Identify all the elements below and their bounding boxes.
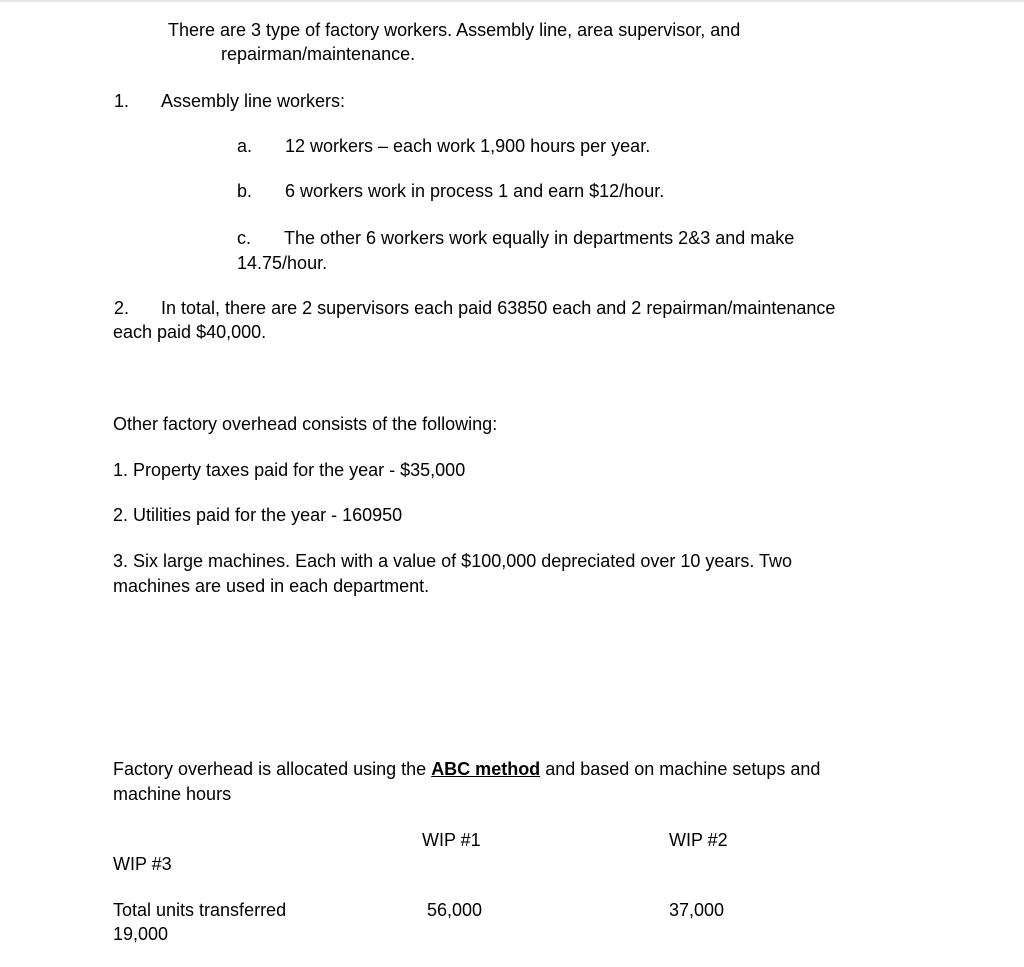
row-label-total-units: Total units transferred bbox=[113, 900, 287, 920]
subitem-b-text: 6 workers work in process 1 and earn $12/hour. bbox=[285, 181, 665, 201]
allocation-post: and based on machine setups and bbox=[540, 759, 821, 779]
allocation-line-2: machine hours bbox=[113, 784, 232, 804]
value-wip-1: 56,000 bbox=[427, 900, 483, 920]
overhead-heading: Other factory overhead consists of the following: bbox=[113, 414, 498, 434]
col-header-wip-2: WIP #2 bbox=[669, 830, 728, 850]
allocation-pre: Factory overhead is allocated using the bbox=[113, 759, 432, 779]
allocation-line-1 bbox=[113, 757, 820, 781]
overhead-item-1: 1. Property taxes paid for the year - $35,000 bbox=[113, 460, 466, 480]
value-wip-2: 37,000 bbox=[669, 900, 725, 920]
col-header-wip-1: WIP #1 bbox=[422, 830, 481, 850]
overhead-item-3-line-2: machines are used in each department. bbox=[113, 576, 430, 596]
subitem-c-marker: c. bbox=[237, 228, 252, 248]
item-1-heading: Assembly line workers: bbox=[161, 91, 346, 111]
overhead-item-3-line-1: 3. Six large machines. Each with a value of $100,000 depreciated over 10 years. Two bbox=[113, 551, 793, 571]
page-top-border bbox=[0, 0, 1024, 2]
value-wip-3: 19,000 bbox=[113, 924, 169, 944]
overhead-item-2: 2. Utilities paid for the year - 160950 bbox=[113, 505, 403, 525]
item-2-line-2: each paid $40,000. bbox=[113, 322, 267, 342]
subitem-a-marker: a. bbox=[237, 136, 253, 156]
item-2-marker: 2. bbox=[114, 298, 130, 318]
col-header-wip-3: WIP #3 bbox=[113, 854, 172, 874]
subitem-a-text: 12 workers – each work 1,900 hours per year. bbox=[285, 136, 651, 156]
subitem-c-text-cont: 14.75/hour. bbox=[237, 253, 328, 273]
subitem-c-text: The other 6 workers work equally in departments 2&3 and make bbox=[284, 228, 795, 248]
item-1-marker: 1. bbox=[114, 91, 130, 111]
item-2-line-1: In total, there are 2 supervisors each paid 63850 each and 2 repairman/maintenance bbox=[161, 298, 836, 318]
subitem-b-marker: b. bbox=[237, 181, 253, 201]
abc-method-emphasis: ABC method bbox=[431, 759, 541, 779]
intro-line-2: repairman/maintenance. bbox=[221, 44, 416, 64]
intro-line-1: There are 3 type of factory workers. Assembly line, area supervisor, and bbox=[168, 20, 741, 40]
